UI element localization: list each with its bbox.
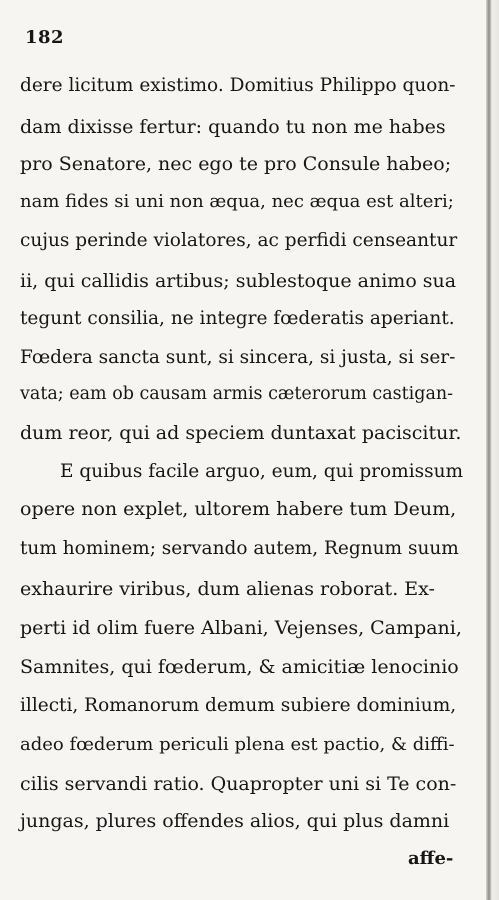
text-line: pro Senatore, nec ego te pro Consule habeo; [20,153,452,175]
page-edge [486,0,499,900]
text-line: jungas, plures offendes alios, qui plus damni [20,810,450,832]
text-line: exhaurire viribus, dum alienas roborat. Ex- [20,578,435,600]
text-line: Fœdera sancta sunt, si sincera, si justa, si ser- [20,347,456,368]
text-line: cujus perinde violatores, ac perfidi censeantur [20,230,458,251]
text-line: opere non explet, ultorem habere tum Deum, [20,498,457,520]
text-line: vata; eam ob causam armis cæterorum castigan- [20,384,454,404]
text-line: perti id olim fuere Albani, Vejenses, Campani, [20,617,462,639]
text-line: tegunt consilia, ne integre fœderatis aperiant. [20,308,455,329]
text-line: adeo fœderum periculi plena est pactio, & diffi- [20,734,455,755]
text-line: dere licitum existimo. Domitius Philippo quon- [20,75,456,96]
text-line: E quibus facile arguo, eum, qui promissum [60,461,464,482]
text-line: cilis servandi ratio. Quapropter uni si Te con- [20,773,457,795]
page-number: 182 [25,27,65,48]
text-line: illecti, Romanorum demum subiere dominium, [20,695,457,716]
text-line: Samnites, qui fœderum, & amicitiæ lenocinio [20,656,459,678]
catchword: affe- [408,848,454,869]
text-line: tum hominem; servando autem, Regnum suum [20,538,459,559]
text-line: nam fides si uni non æqua, nec æqua est alteri; [20,191,454,212]
text-line: ii, qui callidis artibus; sublestoque animo sua [20,270,457,292]
text-line: dum reor, qui ad speciem duntaxat paciscitur. [20,422,462,444]
text-line: dam dixisse fertur: quando tu non me habes [20,116,446,138]
